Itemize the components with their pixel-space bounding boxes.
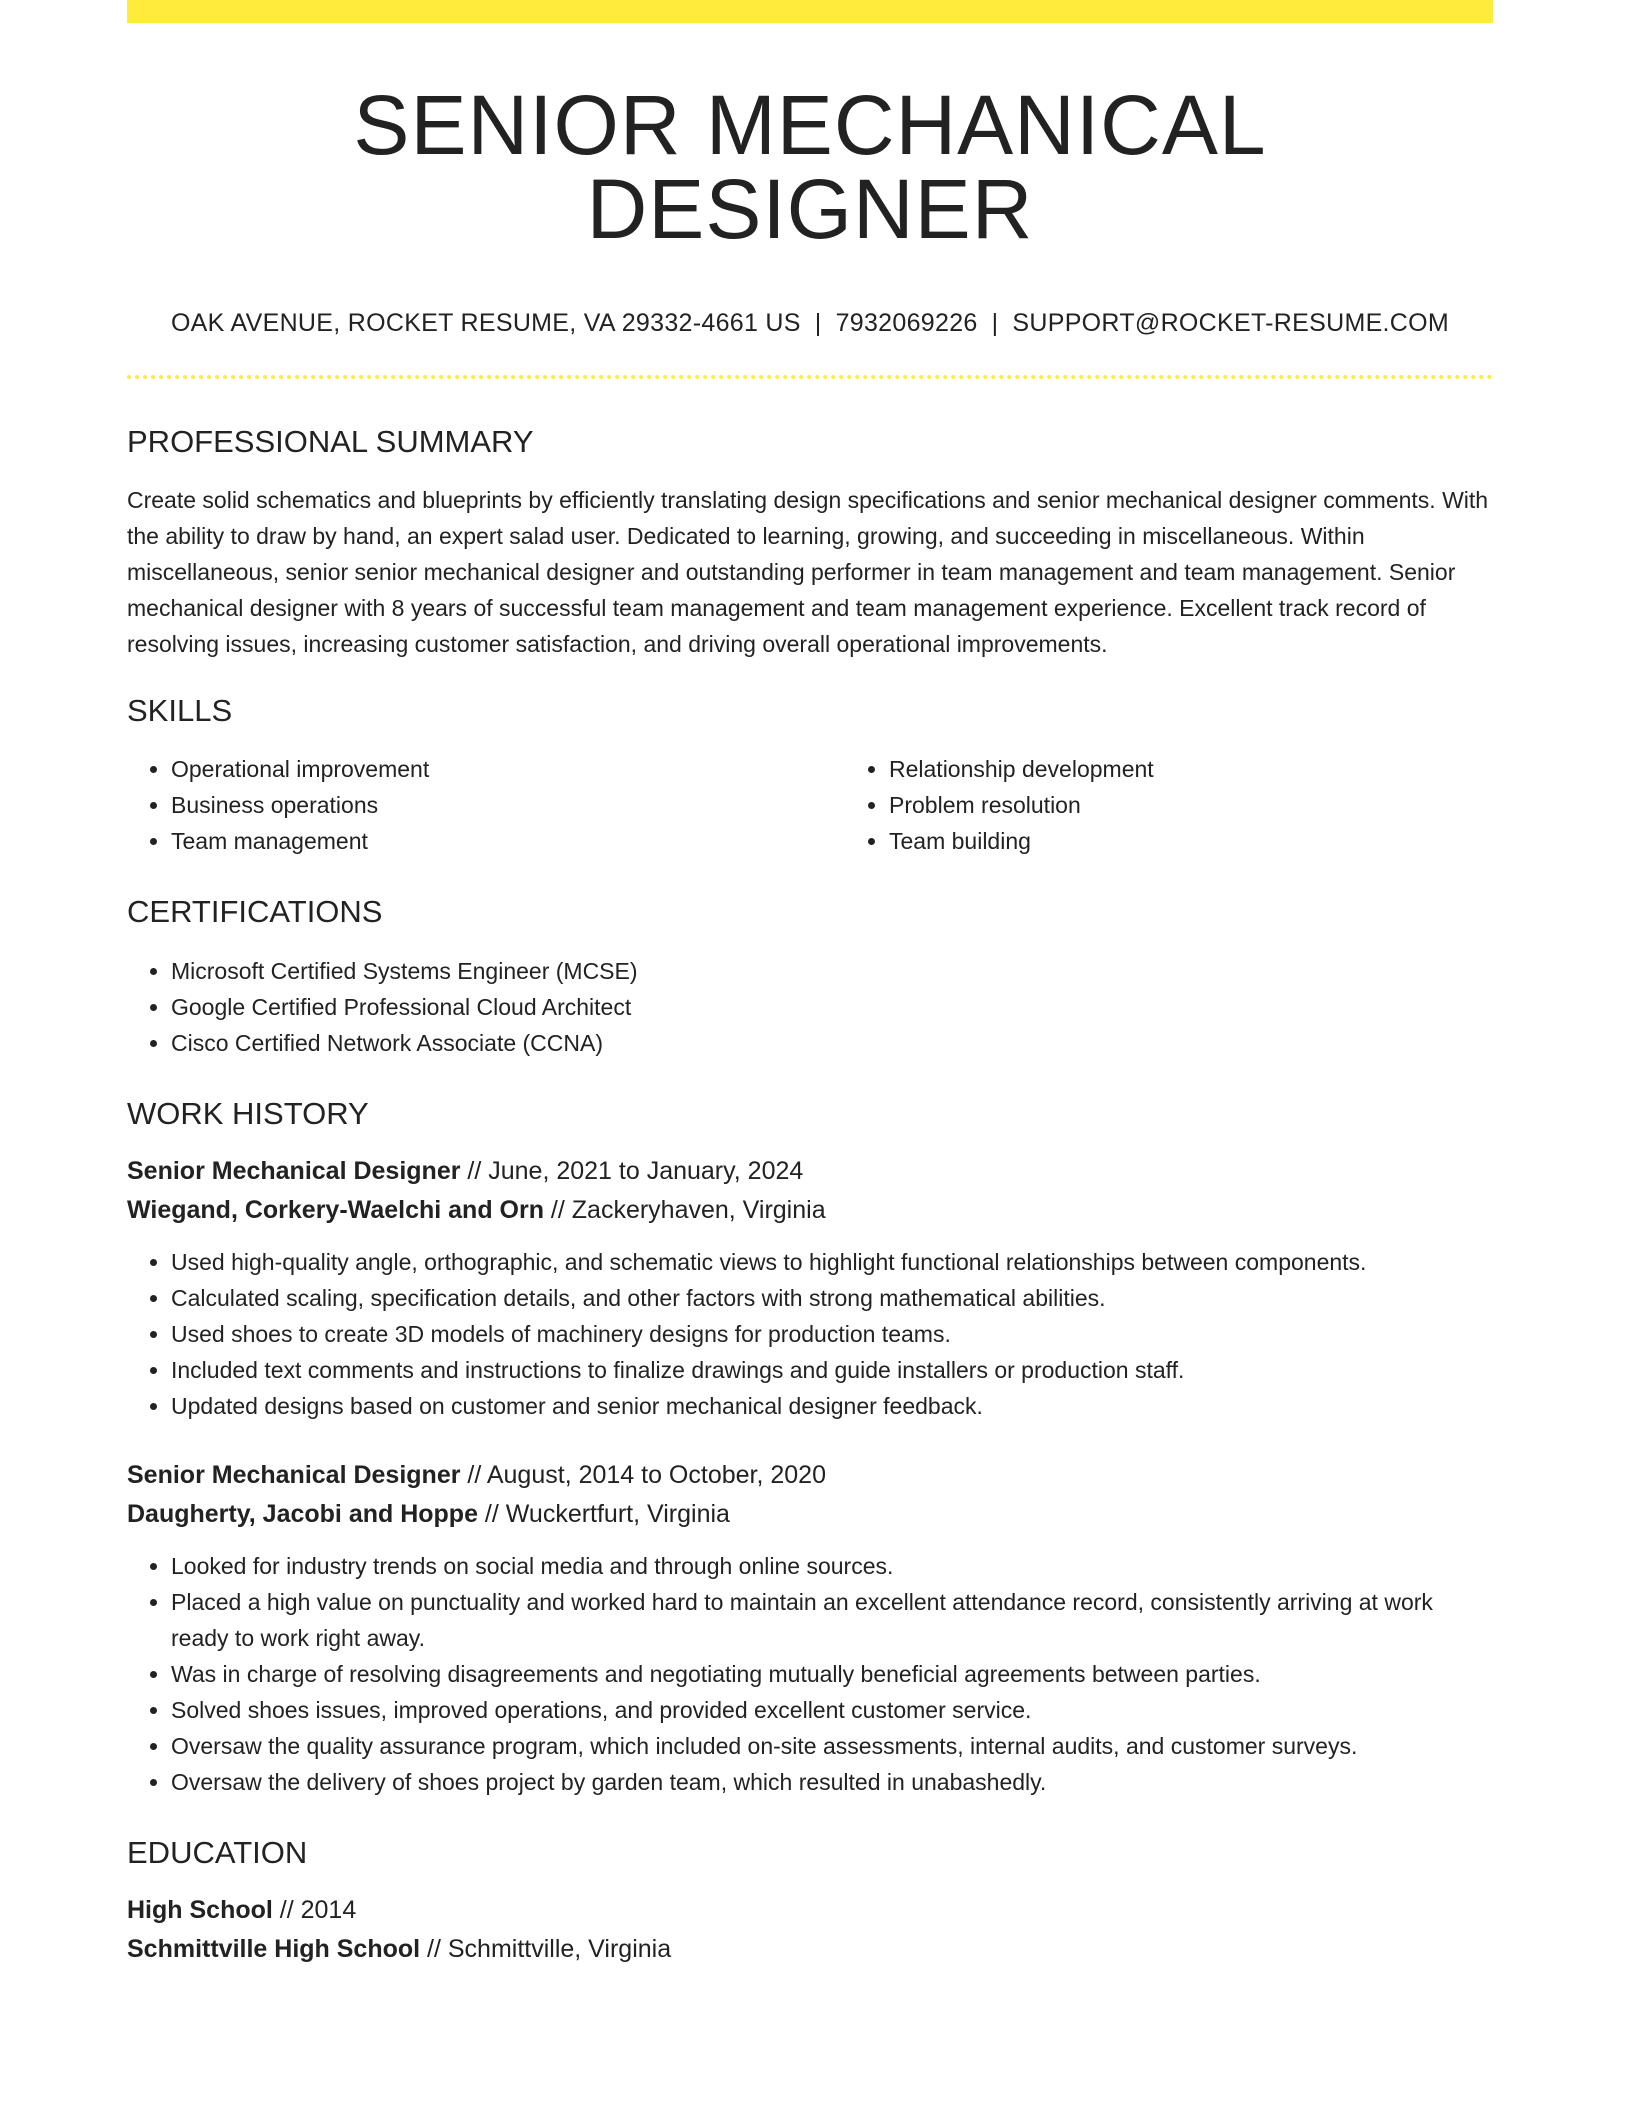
- job-dates: // August, 2014 to October, 2020: [460, 1460, 826, 1489]
- job-company: Daugherty, Jacobi and Hoppe: [127, 1499, 478, 1528]
- work-history-title: WORK HISTORY: [127, 1095, 369, 1131]
- summary-section: [127, 423, 1493, 662]
- job-role: Senior Mechanical Designer: [127, 1156, 461, 1185]
- summary-title: PROFESSIONAL SUMMARY: [127, 424, 534, 459]
- contact-email[interactable]: SUPPORT@ROCKET-RESUME.COM: [1012, 309, 1450, 337]
- job-bullets: [127, 1244, 1493, 1424]
- education-degree-line: [127, 1891, 1493, 1930]
- list-item: • Team management: [171, 823, 845, 859]
- skills-list-left: [127, 751, 845, 859]
- contact-line: [127, 309, 1493, 338]
- list-item: • Business operations: [171, 787, 845, 823]
- list-item: • Oversaw the delivery of shoes project by garden team, which resulted in unabashedly.: [171, 1764, 1493, 1800]
- job-entry: [127, 1456, 1493, 1800]
- job-dates: // June, 2021 to January, 2024: [460, 1156, 804, 1185]
- education-section: [127, 1834, 1493, 1969]
- resume-name: SENIOR MECHANICAL DESIGNER: [353, 78, 1267, 256]
- list-item: • Team building: [889, 823, 1563, 859]
- list-item: • Microsoft Certified Systems Engineer (MCSE): [171, 953, 1493, 989]
- list-item: • Solved shoes issues, improved operations, and provided excellent customer service.: [171, 1692, 1493, 1728]
- list-item: • Cisco Certified Network Associate (CCNA): [171, 1025, 1493, 1061]
- list-item: • Looked for industry trends on social media and through online sources.: [171, 1548, 1493, 1584]
- education-location: // Schmittville, Virginia: [420, 1934, 672, 1963]
- work-history-section: [127, 1095, 1493, 1800]
- job-bullets: [127, 1548, 1493, 1800]
- list-item: • Updated designs based on customer and senior mechanical designer feedback.: [171, 1388, 1493, 1424]
- job-location: // Wuckertfurt, Virginia: [477, 1499, 730, 1528]
- list-item: • Included text comments and instructions to finalize drawings and guide installers or production staff.: [171, 1352, 1493, 1388]
- contact-address: OAK AVENUE, ROCKET RESUME, VA 29332-4661 US: [170, 309, 801, 337]
- education-school-line: [127, 1930, 1493, 1969]
- list-item: • Relationship development: [889, 751, 1563, 787]
- job-role-line: [127, 1456, 1493, 1495]
- dotted-divider: [127, 375, 1493, 379]
- job-role-line: [127, 1152, 1493, 1191]
- list-item: • Used high-quality angle, orthographic, and schematic views to highlight functional relationships between components.: [171, 1244, 1493, 1280]
- certifications-title: CERTIFICATIONS: [127, 894, 383, 930]
- job-entry: [127, 1152, 1493, 1424]
- contact-separator: |: [991, 309, 999, 337]
- list-item: • Google Certified Professional Cloud Architect: [171, 989, 1493, 1025]
- skills-grid: [127, 751, 1493, 859]
- list-item: • Problem resolution: [889, 787, 1563, 823]
- skills-list-right: [845, 751, 1563, 859]
- job-company-line: [127, 1495, 1493, 1534]
- education-entry: [127, 1891, 1493, 1969]
- education-degree: High School: [127, 1895, 273, 1924]
- job-role: Senior Mechanical Designer: [127, 1460, 461, 1489]
- certifications-section: [127, 893, 1493, 1060]
- education-year: // 2014: [272, 1895, 357, 1924]
- contact-phone: 7932069226: [835, 309, 978, 337]
- list-item: • Operational improvement: [171, 751, 845, 787]
- job-company: Wiegand, Corkery-Waelchi and Orn: [127, 1195, 544, 1224]
- list-item: • Calculated scaling, specification details, and other factors with strong mathematical abilities.: [171, 1280, 1493, 1316]
- resume-content: [127, 0, 1493, 1969]
- list-item: • Was in charge of resolving disagreements and negotiating mutually beneficial agreements between parties.: [171, 1656, 1493, 1692]
- education-school: Schmittville High School: [127, 1934, 421, 1963]
- skills-section: [127, 692, 1493, 859]
- list-item: • Placed a high value on punctuality and worked hard to maintain an excellent attendance record, consistently arriving at work ready to work right away.: [171, 1584, 1493, 1656]
- contact-separator: |: [814, 309, 822, 337]
- skills-title: SKILLS: [127, 693, 233, 729]
- list-item: • Used shoes to create 3D models of machinery designs for production teams.: [171, 1316, 1493, 1352]
- top-accent-bar: [127, 0, 1493, 23]
- job-location: // Zackeryhaven, Virginia: [543, 1195, 826, 1224]
- list-item: • Oversaw the quality assurance program, which included on-site assessments, internal audits, and customer surveys.: [171, 1728, 1493, 1764]
- certifications-list: [127, 953, 1493, 1061]
- summary-text: Create solid schematics and blueprints by efficiently translating design specifications and senior mechanical designer comments. With the ability to draw by hand, an expert salad user. Dedicated to learning, growing, and succeeding in miscellaneous. Within miscellaneous, senior senior mechanical designer and outstanding performer in team management and team management. Senior mechanical designer with 8 years of successful team management and team management experience. Excellent track record of resolving issues, increasing customer satisfaction, and driving overall operational improvements.: [127, 487, 1489, 658]
- job-company-line: [127, 1191, 1493, 1230]
- education-title: EDUCATION: [127, 1834, 308, 1870]
